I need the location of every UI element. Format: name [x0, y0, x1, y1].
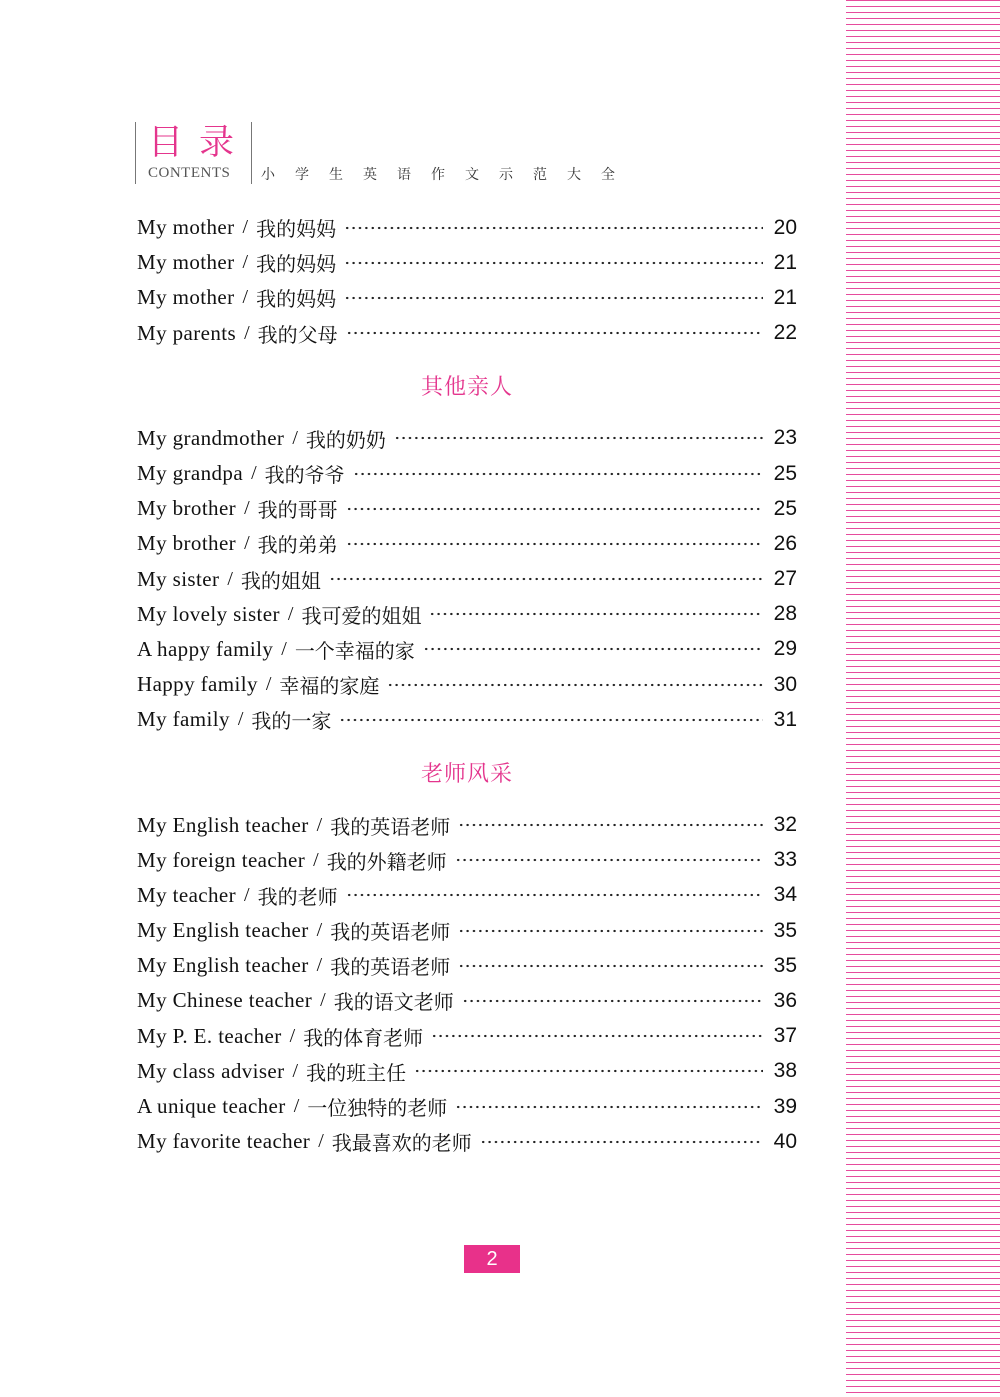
entry-title-zh: 我的妈妈: [256, 252, 337, 277]
dot-leader: [387, 681, 763, 689]
entry-title-zh: 我的一家: [251, 709, 332, 734]
entry-title-zh: 我的姐姐: [240, 568, 321, 593]
entry-separator: /: [316, 919, 323, 942]
toc-entry[interactable]: [137, 1124, 797, 1159]
entry-page-number: 40: [773, 1129, 797, 1153]
entry-title-en: My brother: [137, 496, 237, 521]
entry-page-number: 33: [773, 848, 797, 872]
entry-page-number: 34: [773, 883, 797, 907]
contents-header: [135, 122, 655, 186]
dot-leader: [339, 716, 763, 724]
entry-title-zh: 一位独特的老师: [307, 1096, 448, 1121]
entry-separator: /: [281, 637, 287, 660]
toc-entry[interactable]: [137, 526, 797, 561]
entry-page-number: 25: [773, 496, 797, 520]
section-heading-teachers: 老师风采: [420, 761, 513, 787]
toc-entry[interactable]: [137, 210, 797, 245]
entry-title-en: My family: [137, 707, 230, 732]
entry-separator: /: [244, 883, 250, 906]
dot-leader: [455, 1103, 763, 1111]
entry-title-zh: 我可爱的姐姐: [301, 603, 422, 628]
entry-separator: /: [227, 567, 233, 590]
header-divider-right: [251, 122, 252, 184]
entry-separator: /: [292, 426, 298, 449]
toc-entry[interactable]: [137, 1054, 797, 1089]
toc-entry[interactable]: [137, 245, 797, 280]
entry-title-zh: 我的妈妈: [256, 287, 337, 312]
toc-entry[interactable]: [137, 983, 797, 1018]
entry-page-number: 39: [773, 1094, 797, 1118]
table-of-contents: [137, 210, 797, 1159]
entry-separator: /: [237, 708, 244, 731]
toc-entry[interactable]: [137, 456, 797, 491]
dot-leader: [480, 1138, 763, 1146]
contents-title: 目录: [148, 123, 251, 163]
entry-separator: /: [287, 602, 294, 625]
entry-title-zh: 我的英语老师: [330, 814, 451, 839]
entry-title-en: My English teacher: [137, 918, 309, 943]
dot-leader: [394, 434, 763, 442]
toc-entry[interactable]: [137, 948, 797, 983]
entry-page-number: 20: [773, 215, 797, 239]
entry-title-zh: 我的哥哥: [257, 498, 338, 523]
entry-title-zh: 我的爷爷: [264, 463, 345, 488]
dot-leader: [346, 329, 763, 337]
dot-leader: [346, 891, 763, 899]
toc-entry[interactable]: [137, 491, 797, 526]
entry-title-en: My foreign teacher: [137, 847, 306, 872]
book-subtitle: 小学生英语作文示范大全: [261, 167, 635, 183]
entry-separator: /: [292, 1059, 299, 1082]
entry-separator: /: [293, 1095, 300, 1118]
toc-entry[interactable]: [137, 913, 797, 948]
dot-leader: [344, 224, 763, 232]
toc-entry[interactable]: [137, 807, 797, 842]
entry-page-number: 22: [773, 321, 797, 345]
toc-entry[interactable]: [137, 1019, 797, 1054]
entry-title-zh: 我的语文老师: [333, 990, 454, 1015]
entry-title-zh: 我的英语老师: [330, 920, 451, 945]
entry-page-number: 26: [773, 531, 797, 555]
dot-leader: [455, 856, 763, 864]
entry-separator: /: [316, 813, 323, 836]
entry-title-en: My Chinese teacher: [137, 988, 313, 1013]
toc-entry[interactable]: [137, 667, 797, 702]
dot-leader: [458, 821, 763, 829]
entry-title-en: My mother: [137, 250, 235, 275]
toc-entry[interactable]: [137, 316, 797, 351]
dot-leader: [423, 645, 763, 653]
dot-leader: [462, 997, 763, 1005]
toc-group-1: [137, 210, 797, 351]
toc-group-3: [137, 807, 797, 1159]
entry-title-en: My lovely sister: [137, 601, 280, 626]
entry-title-en: My class adviser: [137, 1058, 285, 1083]
entry-separator: /: [244, 497, 250, 520]
dot-leader: [346, 540, 763, 548]
entry-title-zh: 我的老师: [257, 884, 338, 909]
dot-leader: [458, 927, 763, 935]
entry-separator: /: [244, 532, 250, 555]
entry-title-zh: 我的外籍老师: [326, 849, 447, 874]
entry-title-en: My grandmother: [137, 425, 285, 450]
entry-title-en: My favorite teacher: [137, 1129, 311, 1154]
entry-separator: /: [318, 1130, 324, 1153]
entry-page-number: 35: [773, 918, 797, 942]
entry-separator: /: [316, 954, 323, 977]
entry-page-number: 29: [773, 637, 797, 661]
entry-separator: /: [313, 848, 319, 871]
entry-page-number: 31: [773, 707, 797, 731]
toc-entry[interactable]: [137, 878, 797, 913]
entry-title-zh: 我的妈妈: [256, 217, 337, 242]
entry-title-en: My P. E. teacher: [137, 1023, 282, 1048]
entry-separator: /: [242, 251, 249, 274]
toc-group-2: [137, 421, 797, 738]
entry-title-zh: 我的弟弟: [257, 533, 338, 558]
entry-separator: /: [320, 989, 326, 1012]
entry-page-number: 28: [773, 602, 797, 626]
entry-separator: /: [242, 286, 249, 309]
entry-title-zh: 我的奶奶: [305, 427, 386, 452]
entry-page-number: 35: [773, 953, 797, 977]
page-number-badge: 2: [464, 1245, 520, 1273]
entry-title-zh: 我的英语老师: [330, 955, 451, 980]
header-divider-left: [135, 122, 136, 184]
entry-title-en: A unique teacher: [137, 1094, 286, 1119]
entry-page-number: 27: [773, 567, 797, 591]
entry-page-number: 37: [773, 1024, 797, 1048]
entry-page-number: 32: [773, 813, 797, 837]
dot-leader: [329, 575, 763, 583]
entry-title-en: My parents: [137, 320, 237, 345]
dot-leader: [344, 259, 763, 267]
entry-separator: /: [265, 673, 272, 696]
dot-leader: [353, 470, 763, 478]
toc-entry[interactable]: [137, 843, 797, 878]
toc-entry[interactable]: [137, 632, 797, 667]
entry-page-number: 25: [773, 461, 797, 485]
entry-title-en: My English teacher: [137, 953, 309, 978]
entry-title-zh: 我的体育老师: [303, 1025, 424, 1050]
entry-page-number: 38: [773, 1059, 797, 1083]
dot-leader: [344, 294, 763, 302]
dot-leader: [429, 610, 763, 618]
entry-separator: /: [244, 321, 250, 344]
entry-page-number: 21: [773, 250, 797, 274]
entry-title-zh: 我的父母: [257, 322, 338, 347]
entry-page-number: 21: [773, 285, 797, 309]
entry-title-zh: 一个幸福的家: [294, 638, 415, 663]
decorative-stripe-panel: [846, 0, 1000, 1397]
entry-title-en: My grandpa: [137, 461, 244, 486]
entry-title-en: My mother: [137, 285, 235, 310]
entry-separator: /: [251, 462, 257, 485]
toc-entry[interactable]: [137, 421, 797, 456]
toc-entry[interactable]: [137, 1089, 797, 1124]
toc-entry[interactable]: [137, 280, 797, 315]
entry-page-number: 30: [773, 672, 797, 696]
entry-title-en: My mother: [137, 215, 235, 240]
toc-entry[interactable]: [137, 562, 797, 597]
entry-title-en: My sister: [137, 566, 220, 591]
entry-title-zh: 幸福的家庭: [279, 674, 380, 699]
dot-leader: [431, 1032, 763, 1040]
contents-label: CONTENTS: [148, 165, 231, 181]
dot-leader: [458, 962, 763, 970]
entry-title-en: My brother: [137, 531, 237, 556]
dot-leader: [346, 505, 763, 513]
toc-entry[interactable]: [137, 702, 797, 737]
entry-title-en: A happy family: [137, 636, 274, 661]
entry-page-number: 36: [773, 988, 797, 1012]
dot-leader: [414, 1067, 763, 1075]
entry-separator: /: [289, 1024, 296, 1047]
entry-title-en: Happy family: [137, 672, 258, 697]
entry-page-number: 23: [773, 426, 797, 450]
section-heading-relatives: 其他亲人: [420, 375, 513, 401]
entry-title-en: My English teacher: [137, 812, 309, 837]
toc-entry[interactable]: [137, 597, 797, 632]
entry-title-zh: 我最喜欢的老师: [331, 1131, 472, 1156]
entry-title-en: My teacher: [137, 882, 237, 907]
entry-separator: /: [242, 216, 249, 239]
entry-title-zh: 我的班主任: [306, 1060, 407, 1085]
